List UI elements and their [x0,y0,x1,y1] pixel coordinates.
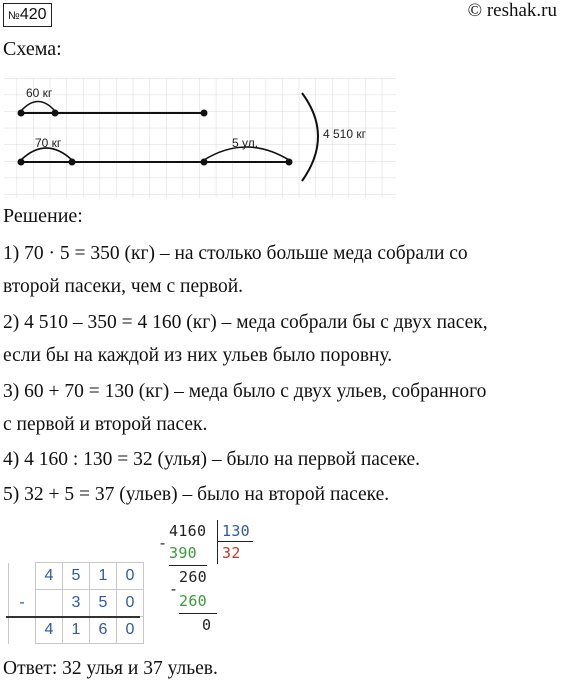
label-bottom-right: 5 ул. [232,136,259,150]
second-subtrahend: 260 [179,592,207,610]
solution-line: 5) 32 + 5 = 37 (ульев) – было на второй пасеке. [3,484,390,505]
result-digit: 1 [63,617,90,644]
divisor-underline [217,541,253,542]
result-digit: 0 [117,617,144,644]
final-remainder: 0 [202,616,212,634]
solution-line: 4) 4 160 : 130 = 32 (улья) – было на первой пасеке. [3,449,420,470]
solution-line: с первой и второй пасек. [3,414,208,435]
minuend-digit: 0 [117,563,144,590]
second-sub-rule [179,613,217,614]
minus-sign: - [158,534,168,552]
segment-point [201,110,208,117]
number-sign: № [8,10,20,22]
scheme-diagram [0,78,400,198]
copyright-link[interactable]: © reshak.ru [467,0,557,21]
long-division [155,520,265,645]
empty-cell [9,563,36,590]
label-bottom-left: 70 кг [35,136,62,150]
solution-line: 3) 60 + 70 = 130 (кг) – меда было с двух ульев, собранного [3,381,487,402]
minuend-digit: 4 [36,563,63,590]
subtraction-rule [6,616,140,618]
subtraction-column [8,562,144,644]
minus-sign: - [169,580,179,598]
result-digit: 6 [90,617,117,644]
minuend-digit: 1 [90,563,117,590]
division-vertical-rule [217,520,218,564]
solution-line: если бы на каждой из них ульев было поровну. [3,345,393,366]
result-digit: 4 [36,617,63,644]
empty-cell [36,590,63,617]
solution-line: 1) 70 · 5 = 350 (кг) – на столько больше меда собрали со [3,243,468,264]
minus-sign: - [9,590,36,617]
scheme-heading: Схема: [3,38,62,60]
subtrahend-digit: 0 [117,590,144,617]
solution-line: второй пасеки, чем с первой. [3,276,244,297]
first-remainder: 260 [179,568,207,586]
task-number-box [3,3,52,27]
answer-line: Ответ: 32 улья и 37 ульев. [3,658,218,679]
divisor: 130 [222,522,250,540]
first-subtrahend: 390 [169,544,197,562]
label-total: 4 510 кг [323,127,366,141]
quotient: 32 [222,544,241,562]
empty-cell [9,617,36,644]
first-sub-rule [169,565,207,566]
dividend: 4160 [169,522,207,540]
solution-heading: Решение: [3,205,83,227]
subtrahend-digit: 5 [90,590,117,617]
subtrahend-digit: 3 [63,590,90,617]
solution-line: 2) 4 510 – 350 = 4 160 (кг) – меда собрали бы с двух пасек, [3,312,488,333]
minuend-digit: 5 [63,563,90,590]
task-number: 420 [19,6,47,23]
label-top: 60 кг [26,86,53,100]
